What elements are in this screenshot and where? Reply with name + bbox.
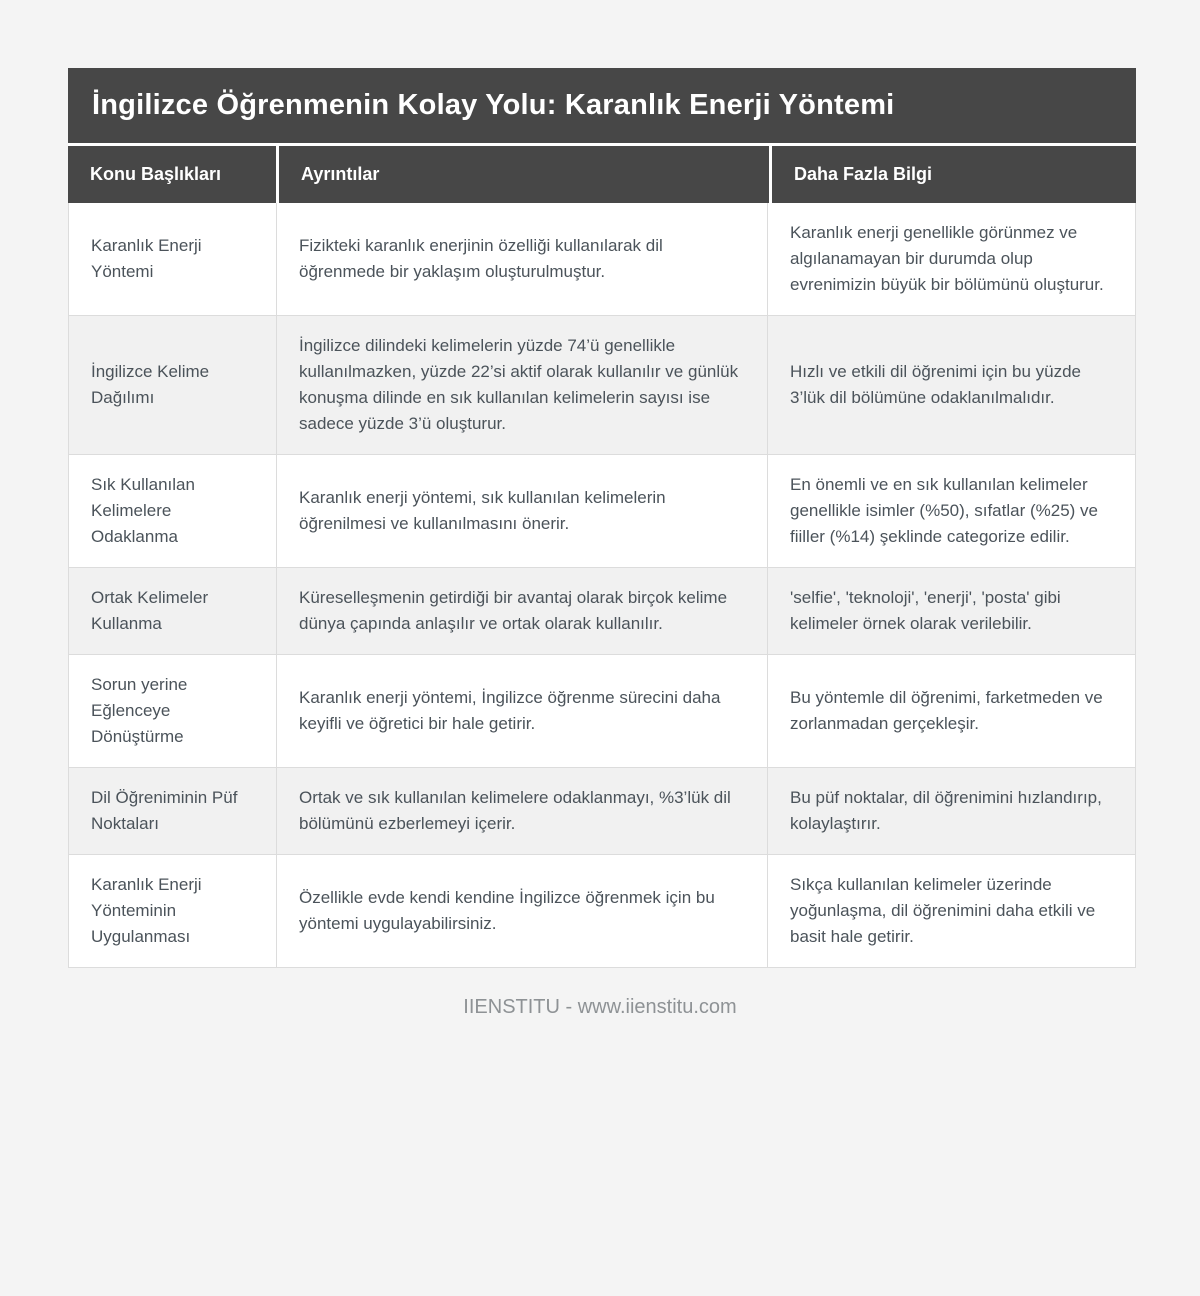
table-row: [69, 767, 1135, 854]
topic-cell: İngilizce Kelime Dağılımı: [69, 316, 277, 454]
info-table: [68, 68, 1136, 968]
column-header-details: Ayrıntılar: [279, 146, 769, 203]
topic-cell: Dil Öğreniminin Püf Noktaları: [69, 768, 277, 854]
table-header-row: [68, 146, 1136, 203]
topic-cell: Ortak Kelimeler Kullanma: [69, 568, 277, 654]
more-info-cell: Bu yöntemle dil öğrenimi, farketmeden ve zorlanmadan gerçekleşir.: [790, 688, 1103, 733]
details-cell: Özellikle evde kendi kendine İngilizce öğrenmek için bu yöntemi uygulayabilirsiniz.: [277, 855, 768, 967]
page-title: İngilizce Öğrenmenin Kolay Yolu: Karanlık Enerji Yöntemi: [68, 68, 1136, 143]
column-header-topics: Konu Başlıkları: [68, 146, 276, 203]
table-row: [69, 654, 1135, 767]
more-info-cell: Sıkça kullanılan kelimeler üzerinde yoğunlaşma, dil öğrenimini daha etkili ve basit hale getirir.: [790, 875, 1096, 946]
table-body: [68, 203, 1136, 968]
topic-cell: Sorun yerine Eğlenceye Dönüştürme: [69, 655, 277, 767]
table-row: [69, 315, 1135, 454]
column-header-more-info: Daha Fazla Bilgi: [772, 146, 1136, 203]
more-info-cell: Hızlı ve etkili dil öğrenimi için bu yüzde 3’lük dil bölümüne odaklanılmalıdır.: [790, 362, 1082, 407]
details-cell: Fizikteki karanlık enerjinin özelliği kullanılarak dil öğrenmede bir yaklaşım oluşturulmuştur.: [277, 203, 768, 315]
details-cell: İngilizce dilindeki kelimelerin yüzde 74’ü genellikle kullanılmazken, yüzde 22’si aktif olarak kullanılır ve günlük konuşma dilinde en sık kullanılan kelimelerin sayısı ise sadece yüzde 3’ü oluşturur.: [277, 316, 768, 454]
details-cell: Karanlık enerji yöntemi, sık kullanılan kelimelerin öğrenilmesi ve kullanılmasını önerir.: [277, 455, 768, 567]
topic-cell: Karanlık Enerji Yönteminin Uygulanması: [69, 855, 277, 967]
more-info-cell: Karanlık enerji genellikle görünmez ve algılanamayan bir durumda olup evrenimizin büyük bir bölümünü oluşturur.: [790, 223, 1104, 294]
details-cell: Karanlık enerji yöntemi, İngilizce öğrenme sürecini daha keyifli ve öğretici bir hale getirir.: [277, 655, 768, 767]
table-row: [69, 454, 1135, 567]
topic-cell: Sık Kullanılan Kelimelere Odaklanma: [69, 455, 277, 567]
details-cell: Küreselleşmenin getirdiği bir avantaj olarak birçok kelime dünya çapında anlaşılır ve ortak olarak kullanılır.: [277, 568, 768, 654]
more-info-cell: En önemli ve en sık kullanılan kelimeler genellikle isimler (%50), sıfatlar (%25) ve fiiller (%14) şeklinde categorize edilir.: [790, 475, 1098, 546]
table-row: [69, 854, 1135, 967]
table-row: [69, 203, 1135, 315]
table-row: [69, 567, 1135, 654]
more-info-cell: 'selfie', 'teknoloji', 'enerji', 'posta' gibi kelimeler örnek olarak verilebilir.: [790, 588, 1061, 633]
topic-cell: Karanlık Enerji Yöntemi: [69, 203, 277, 315]
details-cell: Ortak ve sık kullanılan kelimelere odaklanmayı, %3’lük dil bölümünü ezberlemeyi içerir.: [277, 768, 768, 854]
footer-credit: IIENSTITU - www.iienstitu.com: [463, 996, 737, 1018]
more-info-cell: Bu püf noktalar, dil öğrenimini hızlandırıp, kolaylaştırır.: [790, 788, 1102, 833]
